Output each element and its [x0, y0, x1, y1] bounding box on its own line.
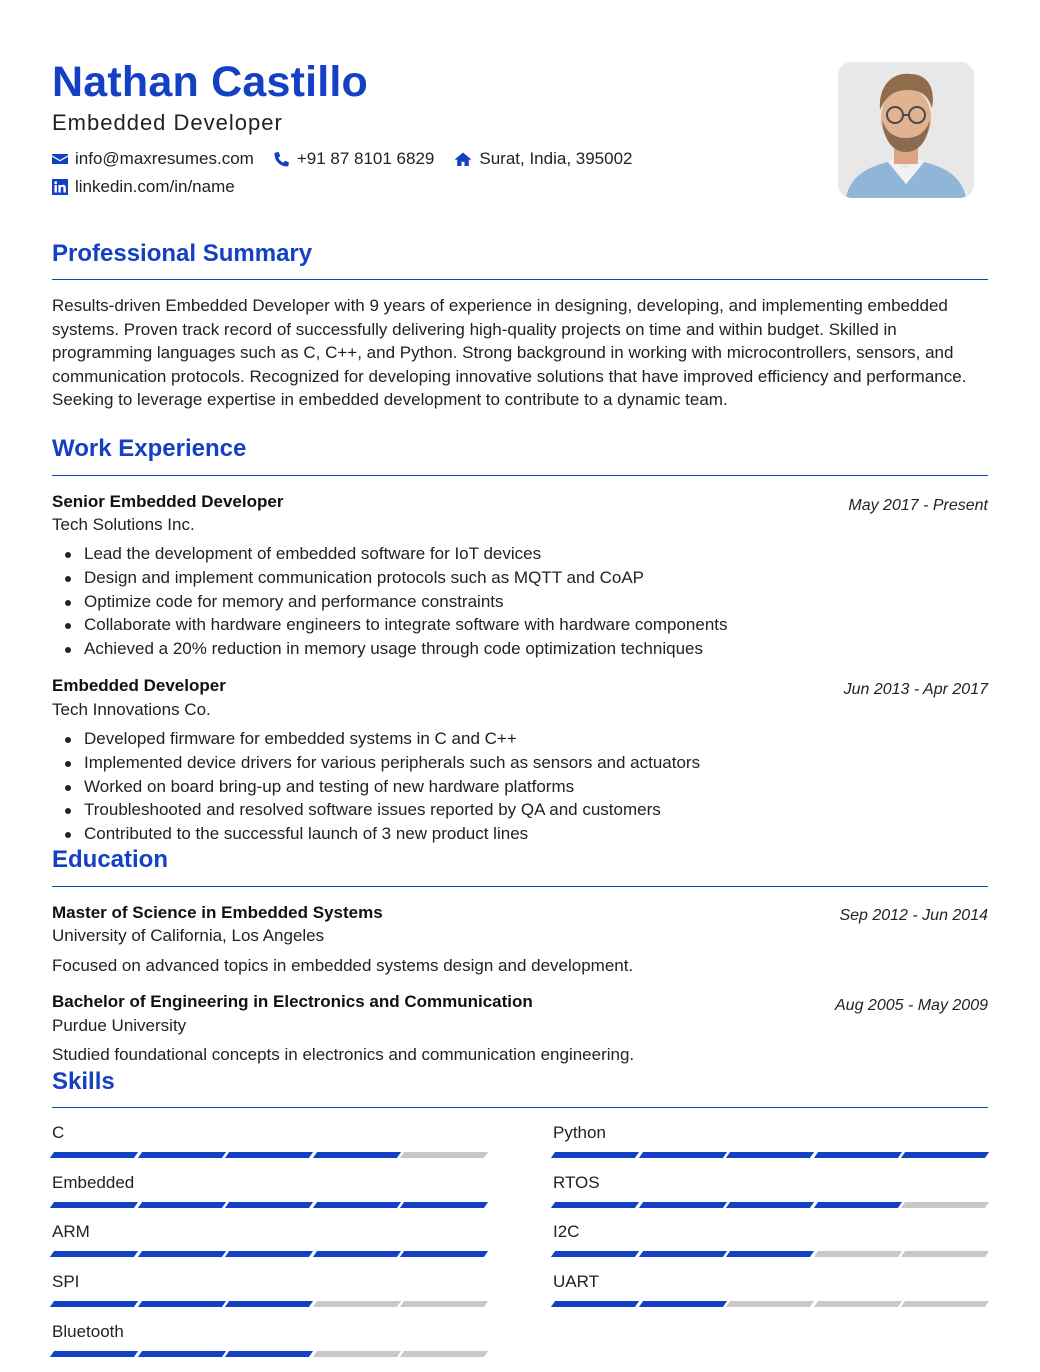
contact-linkedin[interactable] [52, 177, 235, 197]
skill-segment-filled [638, 1301, 726, 1307]
contact-phone[interactable] [274, 149, 435, 169]
section-divider [52, 475, 988, 476]
degree-title: Bachelor of Engineering in Electronics and Communication [52, 992, 533, 1011]
envelope-icon [52, 151, 68, 167]
skill-segment-filled [400, 1202, 488, 1208]
home-icon [454, 151, 472, 167]
skill-segment-filled [50, 1301, 138, 1307]
skill-uart [553, 1272, 987, 1294]
skill-segment-empty [400, 1152, 488, 1158]
skill-level-bar [52, 1152, 490, 1158]
candidate-role: Embedded Developer [52, 110, 283, 135]
skill-name: RTOS [553, 1173, 600, 1192]
job-title: Senior Embedded Developer [52, 492, 284, 511]
skill-segment-filled [50, 1351, 138, 1357]
education-dates: Sep 2012 - Jun 2014 [839, 907, 988, 924]
skill-segment-filled [726, 1202, 814, 1208]
skill-segment-empty [813, 1301, 901, 1307]
skill-name: Bluetooth [52, 1322, 124, 1341]
contact-location [454, 149, 632, 169]
school-name: University of California, Los Angeles [52, 926, 325, 945]
skill-segment-filled [137, 1202, 225, 1208]
skill-level-bar [52, 1202, 490, 1208]
skill-segment-filled [50, 1202, 138, 1208]
skill-arm [52, 1222, 486, 1244]
list-item: Lead the development of embedded software for IoT devices [52, 542, 728, 566]
list-item: Contributed to the successful launch of 3 new product lines [52, 822, 700, 846]
list-item: Collaborate with hardware engineers to integrate software with hardware components [52, 613, 728, 637]
candidate-name: Nathan Castillo [52, 58, 368, 106]
experience-section [52, 434, 988, 464]
skill-segment-empty [901, 1301, 989, 1307]
profile-photo [838, 62, 974, 198]
email-text: info@maxresumes.com [75, 149, 254, 168]
section-divider [52, 279, 988, 280]
skill-segment-filled [312, 1251, 400, 1257]
skill-level-bar [553, 1152, 991, 1158]
education-description: Studied foundational concepts in electronics and communication engineering. [52, 1045, 635, 1064]
skill-level-bar [553, 1251, 991, 1257]
skill-python [553, 1123, 987, 1145]
skill-segment-empty [901, 1251, 989, 1257]
skill-segment-filled [638, 1202, 726, 1208]
section-divider [52, 1107, 988, 1108]
skill-name: I2C [553, 1222, 580, 1241]
job-title: Embedded Developer [52, 676, 226, 695]
skill-segment-empty [312, 1301, 400, 1307]
skill-name: C [52, 1123, 65, 1142]
list-item: Implemented device drivers for various peripherals such as sensors and actuators [52, 751, 700, 775]
skill-segment-filled [225, 1301, 313, 1307]
skill-rtos [553, 1173, 987, 1195]
skill-segment-filled [901, 1152, 989, 1158]
phone-icon [274, 151, 290, 167]
skill-segment-filled [400, 1251, 488, 1257]
skill-segment-filled [813, 1152, 901, 1158]
job-company: Tech Innovations Co. [52, 700, 211, 719]
avatar [838, 62, 974, 198]
skill-level-bar [52, 1301, 490, 1307]
skill-name: UART [553, 1272, 599, 1291]
contact-email[interactable] [52, 149, 254, 169]
contact-row-secondary [52, 177, 255, 197]
skill-segment-empty [901, 1202, 989, 1208]
skill-segment-filled [726, 1152, 814, 1158]
linkedin-text: linkedin.com/in/name [75, 177, 235, 196]
skill-segment-filled [137, 1251, 225, 1257]
skill-name: ARM [52, 1222, 90, 1241]
skill-segment-filled [137, 1351, 225, 1357]
skills-section [52, 1067, 988, 1097]
skill-segment-empty [400, 1301, 488, 1307]
job-bullets [52, 727, 700, 846]
skill-segment-empty [400, 1351, 488, 1357]
skill-segment-empty [312, 1351, 400, 1357]
skill-level-bar [553, 1301, 991, 1307]
skill-i2c [553, 1222, 987, 1244]
section-title-summary: Professional Summary [52, 240, 313, 267]
skill-segment-filled [726, 1251, 814, 1257]
skill-level-bar [52, 1251, 490, 1257]
skill-spi [52, 1272, 486, 1294]
section-title-experience: Work Experience [52, 435, 247, 462]
section-title-skills: Skills [52, 1068, 115, 1095]
contact-row-primary [52, 149, 653, 169]
skill-c [52, 1123, 486, 1145]
job-dates: May 2017 - Present [848, 497, 988, 514]
skill-segment-filled [312, 1152, 400, 1158]
skill-segment-filled [50, 1251, 138, 1257]
education-dates: Aug 2005 - May 2009 [835, 997, 988, 1014]
summary-text: Results-driven Embedded Developer with 9 years of experience in designing, developing, and implementing embedded systems. Proven track record of successfully delivering high-quality projects on time and within budget. Skilled in programming languages such as C, C++, and Python. Strong background in working with microcontrollers, sensors, and communication protocols. Recognized for developing innovative solutions that have improved efficiency and performance. Seeking to leverage expertise in embedded development to contribute to a dynamic team. [52, 296, 967, 410]
education-section [52, 845, 988, 875]
skill-level-bar [553, 1202, 991, 1208]
location-text: Surat, India, 395002 [479, 149, 633, 168]
skill-segment-filled [813, 1202, 901, 1208]
skill-name: Embedded [52, 1173, 135, 1192]
skill-segment-filled [225, 1351, 313, 1357]
resume-page [52, 0, 988, 1341]
list-item: Optimize code for memory and performance constraints [52, 590, 728, 614]
skill-embedded [52, 1173, 486, 1195]
skill-segment-filled [551, 1152, 639, 1158]
skill-segment-filled [137, 1301, 225, 1307]
resume-header [52, 0, 988, 215]
skill-segment-filled [551, 1251, 639, 1257]
skill-segment-filled [638, 1251, 726, 1257]
skill-segment-empty [813, 1251, 901, 1257]
skill-segment-filled [50, 1152, 138, 1158]
job-bullets [52, 542, 728, 661]
job-dates: Jun 2013 - Apr 2017 [843, 681, 988, 698]
skill-segment-filled [638, 1152, 726, 1158]
skill-level-bar [52, 1351, 490, 1357]
list-item: Developed firmware for embedded systems in C and C++ [52, 727, 700, 751]
skill-name: SPI [52, 1272, 80, 1291]
skill-segment-filled [137, 1152, 225, 1158]
list-item: Troubleshooted and resolved software issues reported by QA and customers [52, 798, 700, 822]
degree-title: Master of Science in Embedded Systems [52, 903, 383, 922]
skill-name: Python [553, 1123, 606, 1142]
linkedin-icon [52, 179, 68, 195]
job-company: Tech Solutions Inc. [52, 515, 195, 534]
skill-segment-filled [312, 1202, 400, 1208]
list-item: Achieved a 20% reduction in memory usage through code optimization techniques [52, 637, 728, 661]
education-description: Focused on advanced topics in embedded systems design and development. [52, 956, 634, 975]
skill-segment-filled [551, 1301, 639, 1307]
school-name: Purdue University [52, 1016, 187, 1035]
list-item: Design and implement communication protocols such as MQTT and CoAP [52, 566, 728, 590]
skill-segment-filled [225, 1251, 313, 1257]
skill-bluetooth [52, 1322, 486, 1344]
skill-segment-filled [551, 1202, 639, 1208]
skill-segment-empty [726, 1301, 814, 1307]
section-divider [52, 886, 988, 887]
section-title-education: Education [52, 846, 169, 873]
skill-segment-filled [225, 1152, 313, 1158]
list-item: Worked on board bring-up and testing of new hardware platforms [52, 775, 700, 799]
summary-section [52, 239, 988, 269]
skill-segment-filled [225, 1202, 313, 1208]
phone-text: +91 87 8101 6829 [296, 149, 435, 168]
